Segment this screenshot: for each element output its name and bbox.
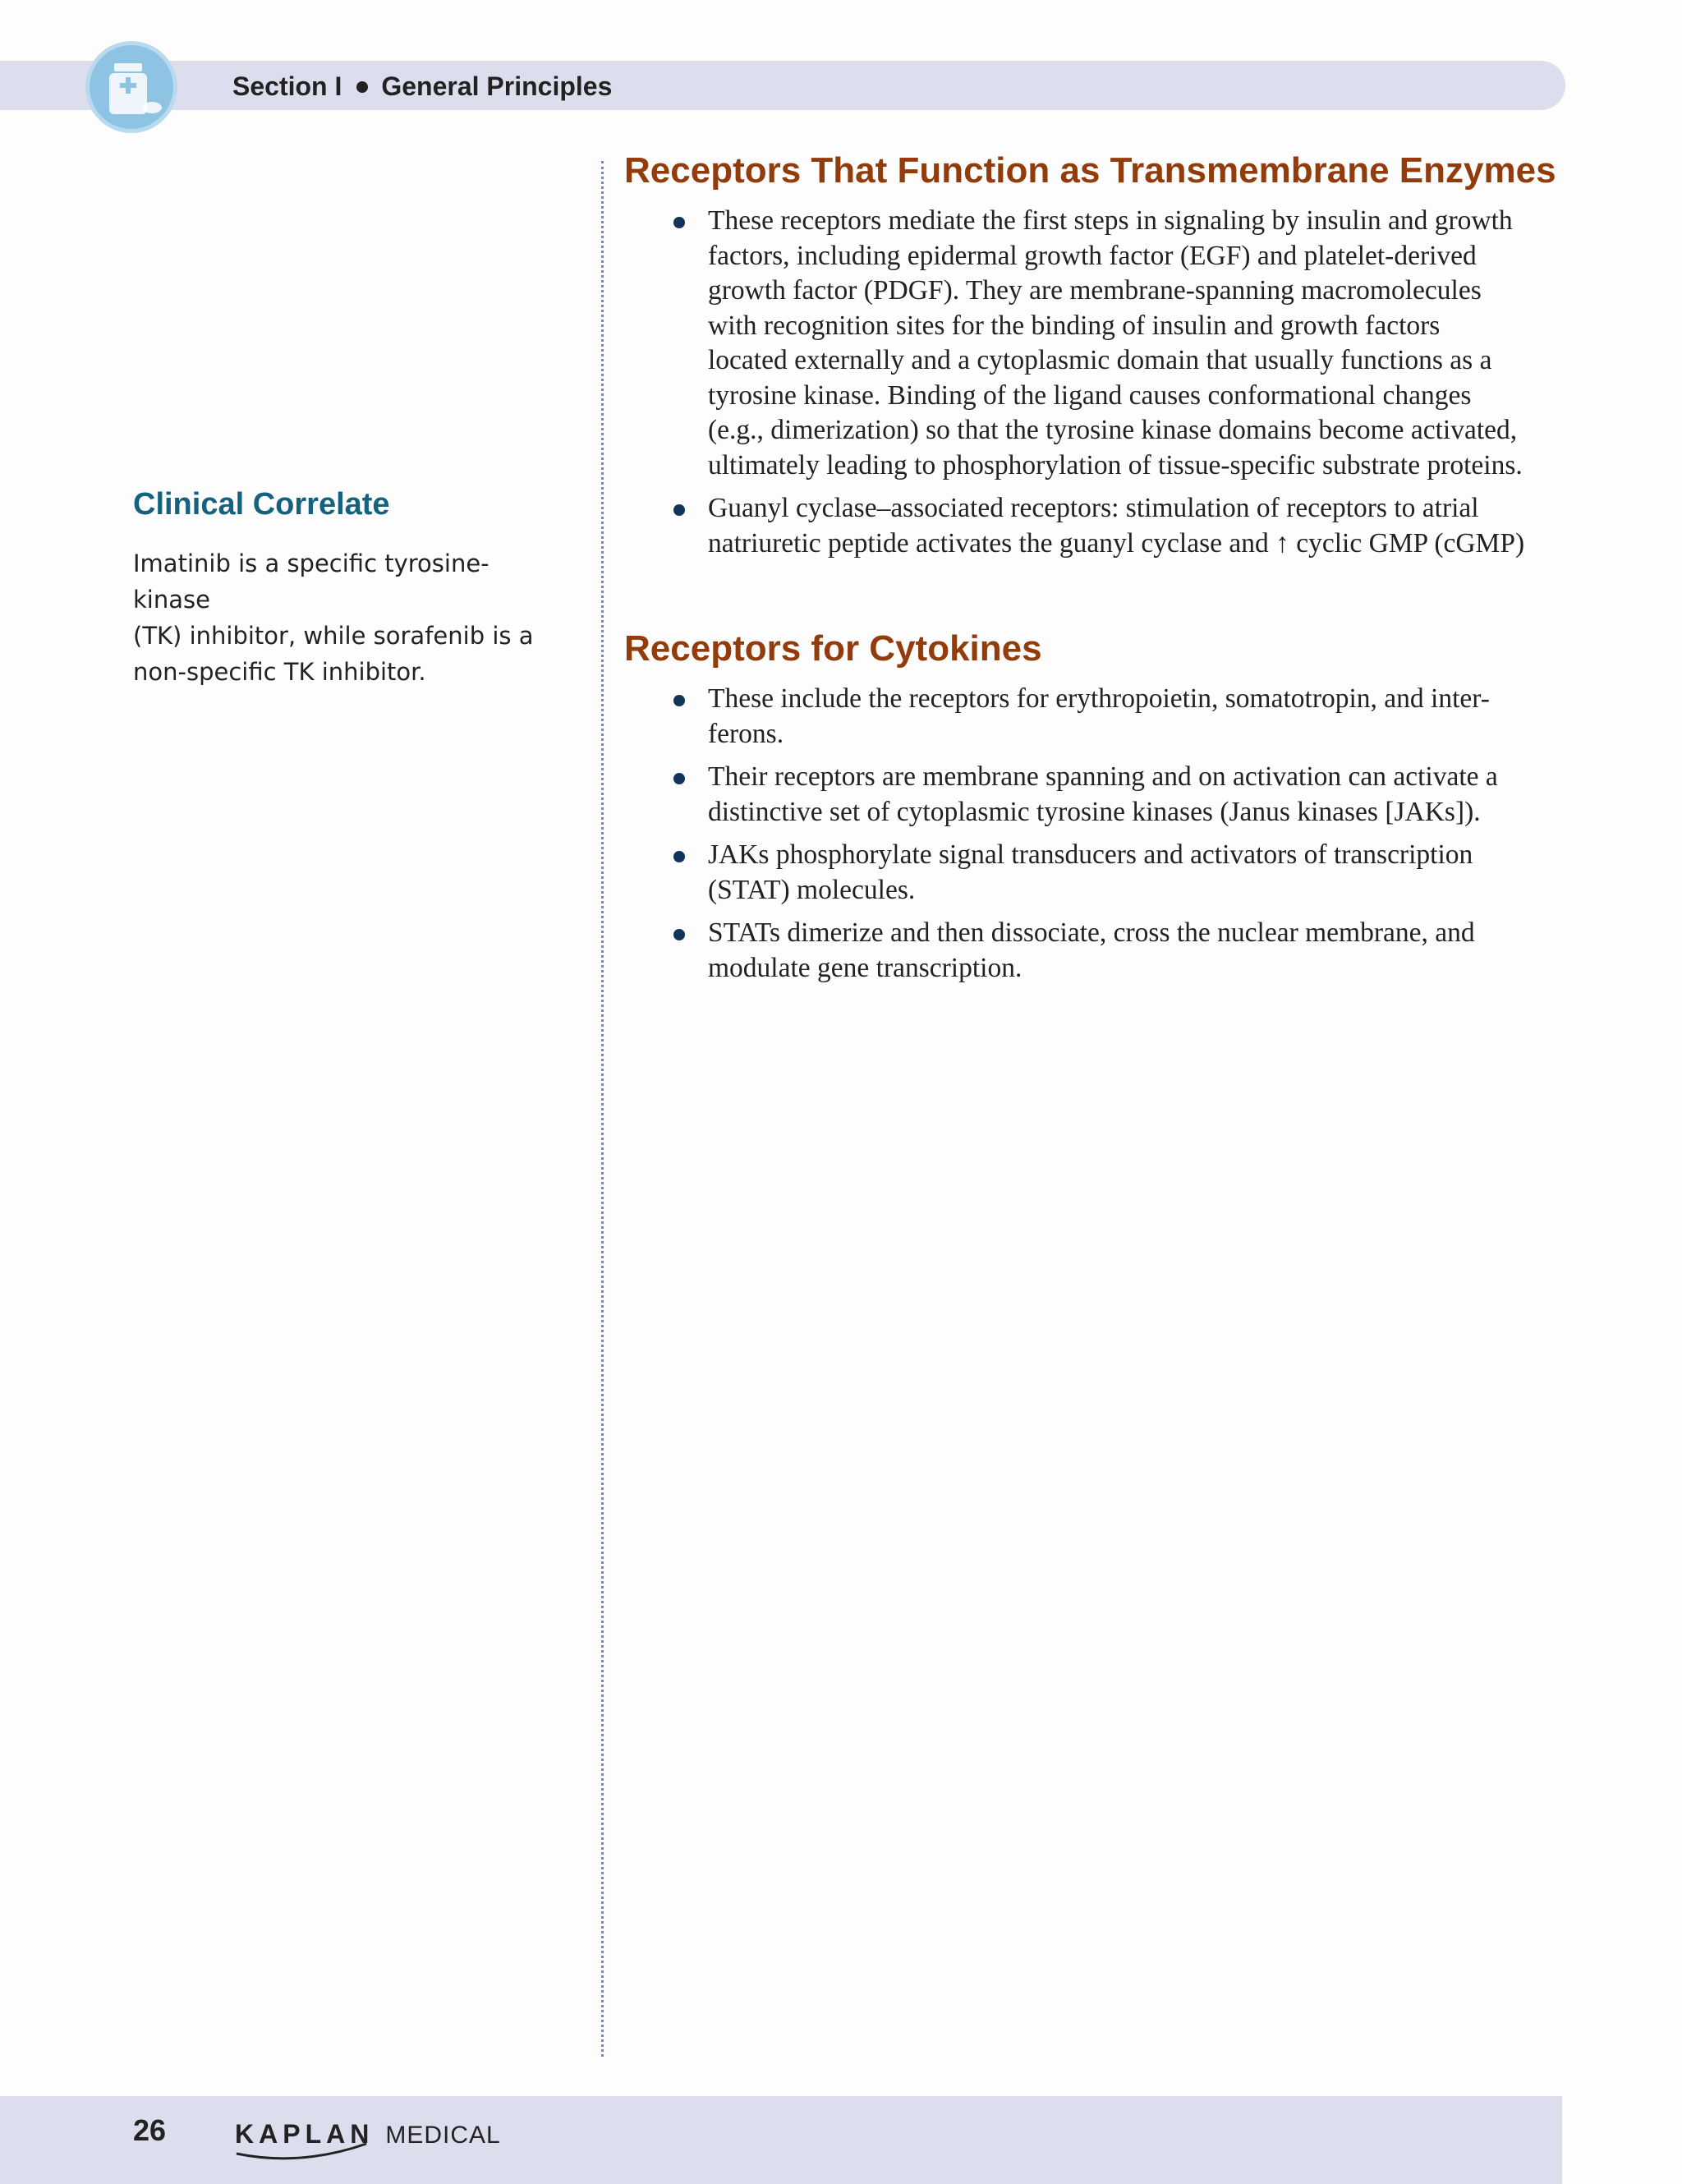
section-label: Section I: [232, 71, 342, 101]
bullet-icon: [673, 504, 685, 516]
logo-subtitle: MEDICAL: [385, 2122, 501, 2149]
header-separator-dot: [356, 81, 368, 93]
section-heading: Receptors That Function as Transmembrane Enzymes: [624, 150, 1556, 191]
text-line: modulate gene transcription.: [708, 952, 1023, 983]
section-transmembrane-enzymes: [624, 146, 1565, 569]
text-line: Their receptors are membrane spanning and on activation can activate a: [708, 761, 1498, 792]
bullet-icon: [673, 929, 685, 940]
column-divider: [601, 161, 604, 2057]
sidebar-heading: Clinical Correlate: [133, 487, 390, 522]
text-line: located externally and a cytoplasmic domain that usually functions as a: [708, 345, 1492, 375]
list-item: [624, 491, 1565, 561]
list-item: [624, 838, 1565, 908]
running-header: [232, 67, 612, 105]
medicine-bottle-icon: [85, 41, 177, 133]
text-line: (STAT) molecules.: [708, 874, 916, 905]
logo-swoosh-icon: [235, 2142, 375, 2165]
logo-brand: KAPLAN: [235, 2119, 375, 2149]
text-line: factors, including epidermal growth factor (EGF) and platelet-derived: [708, 240, 1477, 271]
list-item: [624, 760, 1565, 830]
sidebar-line: (TK) inhibitor, while sorafenib is a: [133, 622, 534, 650]
text-line: Guanyl cyclase–associated receptors: stimulation of receptors to atrial: [708, 493, 1479, 523]
clinical-correlate-box: [133, 481, 560, 690]
text-line: These receptors mediate the first steps in signaling by insulin and growth: [708, 205, 1513, 236]
bullet-icon: [673, 217, 685, 228]
section-title: General Principles: [381, 71, 613, 101]
section-cytokine-receptors: [624, 624, 1565, 994]
bullet-list: [624, 682, 1565, 986]
text-line: ultimately leading to phosphorylation of tissue-specific substrate proteins.: [708, 449, 1523, 480]
text-line: with recognition sites for the binding of insulin and growth factors: [708, 310, 1441, 341]
text-line: distinctive set of cytoplasmic tyrosine kinases (Janus kinases [JAKs]).: [708, 796, 1481, 827]
page-number: 26: [133, 2113, 167, 2147]
text-line: natriuretic peptide activates the guanyl cyclase and ↑ cyclic GMP (cGMP): [708, 527, 1525, 559]
list-item: [624, 204, 1565, 483]
sidebar-text: [133, 545, 560, 690]
text-line: These include the receptors for erythropoietin, somatotropin, and inter-: [708, 683, 1490, 714]
text-line: tyrosine kinase. Binding of the ligand causes conformational changes: [708, 379, 1472, 411]
bullet-icon: [673, 695, 685, 706]
text-line: growth factor (PDGF). They are membrane-spanning macromolecules: [708, 275, 1482, 306]
text-line: ferons.: [708, 718, 784, 749]
bullet-icon: [673, 773, 685, 784]
kaplan-medical-logo: [235, 2113, 501, 2155]
bullet-list: [624, 204, 1565, 561]
text-line: (e.g., dimerization) so that the tyrosine kinase domains become activated,: [708, 415, 1518, 445]
sidebar-line: non-specific TK inhibitor.: [133, 658, 426, 686]
list-item: [624, 682, 1565, 752]
list-item: [624, 916, 1565, 986]
text-line: STATs dimerize and then dissociate, cross the nuclear membrane, and: [708, 917, 1475, 948]
sidebar-line: Imatinib is a specific tyrosine-kinase: [133, 549, 489, 614]
bullet-icon: [673, 851, 685, 862]
text-line: JAKs phosphorylate signal transducers and activators of transcription: [708, 839, 1473, 870]
section-heading: Receptors for Cytokines: [624, 628, 1042, 669]
